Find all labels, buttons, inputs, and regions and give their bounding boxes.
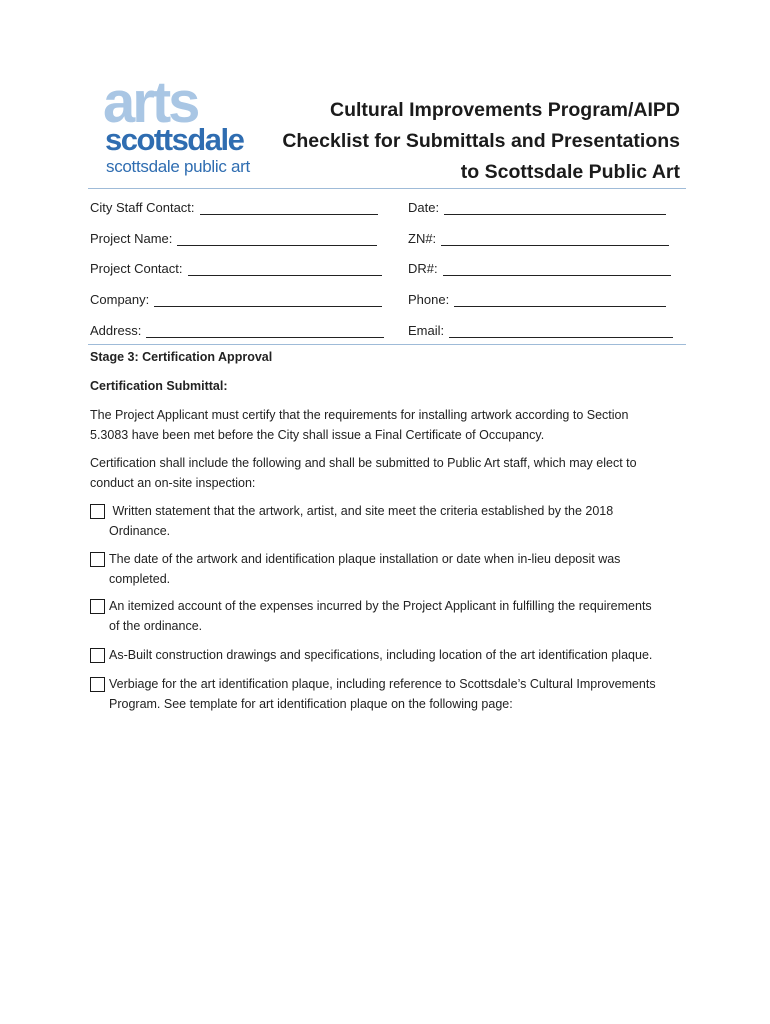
stage-heading: Stage 3: Certification Approval xyxy=(90,350,273,364)
project-name-line[interactable] xyxy=(177,233,377,246)
checklist-item-line: of the ordinance. xyxy=(109,618,203,633)
date-field xyxy=(408,197,666,215)
project-name-field xyxy=(90,228,377,246)
zn-line[interactable] xyxy=(441,233,669,246)
paragraph-certify-line-2: 5.3083 have been met before the City shall issue a Final Certificate of Occupancy. xyxy=(90,427,545,442)
dr-label: DR#: xyxy=(408,261,438,276)
project-contact-field xyxy=(90,258,382,276)
date-line[interactable] xyxy=(444,202,666,215)
arts-scottsdale-logo xyxy=(103,70,253,184)
dr-line[interactable] xyxy=(443,263,671,276)
checklist-item-label xyxy=(109,597,681,636)
zn-field xyxy=(408,228,669,246)
dr-field xyxy=(408,258,671,276)
checkbox[interactable] xyxy=(90,599,105,614)
checkbox[interactable] xyxy=(90,552,105,567)
checkbox[interactable] xyxy=(90,504,105,519)
zn-label: ZN#: xyxy=(408,231,437,246)
checklist-item-line: Verbiage for the art identification plaque, including reference to Scottsdale’s Cultural Improvements xyxy=(109,677,656,691)
phone-field xyxy=(408,289,666,307)
header-divider xyxy=(88,188,686,189)
checklist-item-line: As-Built construction drawings and specifications, including location of the art identification plaque. xyxy=(109,648,653,662)
paragraph-certify xyxy=(90,406,670,445)
phone-line[interactable] xyxy=(454,294,666,307)
phone-label: Phone: xyxy=(408,292,450,307)
title-line-2: Checklist for Submittals and Presentations xyxy=(282,130,680,152)
company-field xyxy=(90,289,382,307)
email-label: Email: xyxy=(408,323,445,338)
submittal-heading: Certification Submittal: xyxy=(90,379,228,393)
title-line-1: Cultural Improvements Program/AIPD xyxy=(330,99,680,121)
paragraph-include xyxy=(90,454,670,493)
address-line[interactable] xyxy=(146,325,384,338)
checklist-item-line: completed. xyxy=(109,571,171,586)
paragraph-include-line-2: conduct an on-site inspection: xyxy=(90,475,256,490)
address-field xyxy=(90,320,384,338)
company-label: Company: xyxy=(90,292,150,307)
checklist-item-line: Program. See template for art identification plaque on the following page: xyxy=(109,696,513,711)
checkbox[interactable] xyxy=(90,648,105,663)
paragraph-certify-line-1: The Project Applicant must certify that the requirements for installing artwork according to Section xyxy=(90,408,629,422)
checklist-item-line: Written statement that the artwork, artist, and site meet the criteria established by the 2018 xyxy=(109,504,614,518)
checklist-item-line: The date of the artwork and identification plaque installation or date when in-lieu deposit was xyxy=(109,552,621,566)
fields-divider xyxy=(88,344,686,345)
company-line[interactable] xyxy=(154,294,382,307)
logo-arts-text: arts xyxy=(103,70,198,135)
project-contact-label: Project Contact: xyxy=(90,261,183,276)
city-staff-contact-label: City Staff Contact: xyxy=(90,200,195,215)
address-label: Address: xyxy=(90,323,142,338)
email-field xyxy=(408,320,673,338)
title-line-3: to Scottsdale Public Art xyxy=(460,161,680,183)
checklist-item-label xyxy=(109,550,681,589)
date-label: Date: xyxy=(408,200,440,215)
checklist-item-line: Ordinance. xyxy=(109,523,171,538)
checklist-item-label xyxy=(109,675,681,714)
city-staff-contact-line[interactable] xyxy=(200,202,378,215)
logo-scottsdale-text: scottsdale xyxy=(105,122,244,157)
project-contact-line[interactable] xyxy=(188,263,382,276)
document-title xyxy=(260,95,680,188)
checklist-item-line: An itemized account of the expenses incurred by the Project Applicant in fulfilling the requirements xyxy=(109,599,652,613)
checkbox[interactable] xyxy=(90,677,105,692)
checklist-item-label xyxy=(109,646,681,666)
email-line[interactable] xyxy=(449,325,673,338)
paragraph-include-line-1: Certification shall include the following and shall be submitted to Public Art staff, which may elect to xyxy=(90,456,637,470)
city-staff-contact-field xyxy=(90,197,378,215)
checklist-item-label xyxy=(109,502,681,541)
logo-tagline: scottsdale public art xyxy=(106,157,250,176)
project-name-label: Project Name: xyxy=(90,231,173,246)
